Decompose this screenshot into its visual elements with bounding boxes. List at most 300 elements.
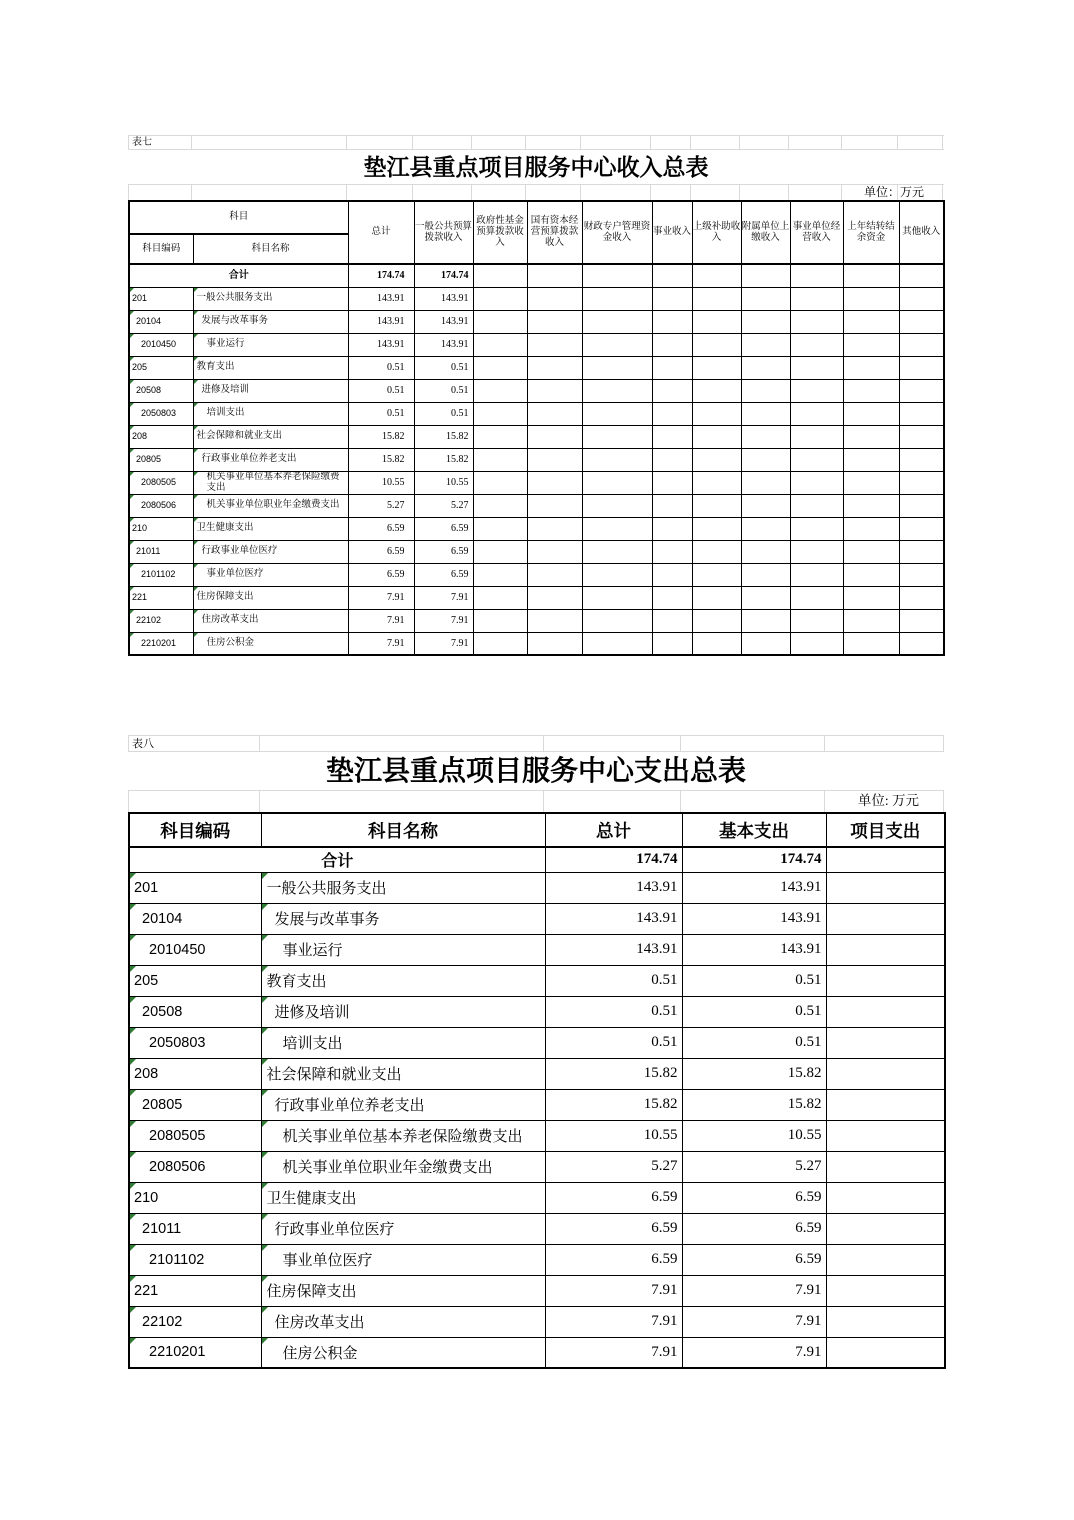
total-label: 合计 (129, 264, 348, 287)
table-row (129, 379, 944, 402)
empty-cell (741, 609, 790, 632)
empty-cell (473, 402, 527, 425)
total-value-cell: 143.91 (348, 287, 414, 310)
subject-name-cell: 卫生健康支出 (261, 1182, 545, 1213)
empty-cell (692, 425, 741, 448)
basic-expenditure-value-cell: 143.91 (682, 872, 826, 903)
empty-cell (527, 287, 582, 310)
general-budget-value-cell: 15.82 (414, 425, 473, 448)
empty-cell (899, 586, 944, 609)
empty-cell (790, 517, 843, 540)
empty-cell (741, 402, 790, 425)
empty-cell (790, 563, 843, 586)
empty-cell (899, 264, 944, 287)
empty-cell (843, 356, 899, 379)
empty-cell (582, 402, 652, 425)
table-row (129, 1058, 945, 1089)
total-value-cell: 7.91 (545, 1337, 682, 1368)
subject-code-cell: 22102 (129, 609, 193, 632)
empty-cell (582, 563, 652, 586)
empty-cell (790, 402, 843, 425)
empty-cell (582, 448, 652, 471)
empty-cell (582, 264, 652, 287)
empty-cell (692, 632, 741, 655)
total-value: 174.74 (348, 264, 414, 287)
empty-cell (741, 494, 790, 517)
table-row (129, 287, 944, 310)
total-value-cell: 5.27 (545, 1151, 682, 1182)
subject-code-cell: 2080506 (129, 1151, 261, 1182)
empty-cell (652, 356, 692, 379)
table-row (129, 494, 944, 517)
total-value-cell: 7.91 (348, 632, 414, 655)
empty-cell (692, 448, 741, 471)
total-value-cell: 10.55 (545, 1120, 682, 1151)
header-subject-code: 科目编码 (129, 813, 261, 847)
empty-cell (899, 517, 944, 540)
empty-cell (741, 632, 790, 655)
empty-cell (843, 540, 899, 563)
basic-expenditure-value-cell: 15.82 (682, 1058, 826, 1089)
subject-name-cell: 住房改革支出 (193, 609, 348, 632)
basic-expenditure-value-cell: 6.59 (682, 1244, 826, 1275)
empty-cell (741, 586, 790, 609)
unit-note: 单位：万元 (863, 185, 924, 199)
table-row (129, 586, 944, 609)
total-value-cell: 143.91 (545, 934, 682, 965)
general-budget-value-cell: 143.91 (414, 310, 473, 333)
table-row (129, 1151, 945, 1182)
empty-cell (652, 402, 692, 425)
total-value-cell: 15.82 (545, 1089, 682, 1120)
empty-cell (582, 356, 652, 379)
empty-cell (527, 540, 582, 563)
subject-name-cell: 教育支出 (261, 965, 545, 996)
empty-cell (790, 471, 843, 494)
subject-name-cell: 发展与改革事务 (261, 903, 545, 934)
table-row (129, 540, 944, 563)
subject-name-cell: 机关事业单位基本养老保险缴费支出 (193, 471, 348, 494)
empty-cell (652, 379, 692, 402)
general-budget-value-cell: 6.59 (414, 563, 473, 586)
empty-cell (843, 563, 899, 586)
table-row (129, 1337, 945, 1368)
general-budget-value: 174.74 (414, 264, 473, 287)
grid-cell (472, 185, 526, 200)
empty-cell (692, 609, 741, 632)
empty-cell (473, 310, 527, 333)
grid-cell (691, 136, 740, 150)
grid-cell (544, 791, 681, 812)
empty-cell (790, 448, 843, 471)
income-table-section (128, 135, 944, 656)
empty-cell (527, 494, 582, 517)
subject-code-cell: 208 (129, 1058, 261, 1089)
subject-name-cell: 发展与改革事务 (193, 310, 348, 333)
empty-cell (527, 517, 582, 540)
basic-expenditure-value-cell: 5.27 (682, 1151, 826, 1182)
total-value: 174.74 (545, 847, 682, 872)
empty-cell (692, 586, 741, 609)
empty-cell (790, 632, 843, 655)
table-row (129, 1120, 945, 1151)
empty-cell (527, 471, 582, 494)
general-budget-value-cell: 6.59 (414, 540, 473, 563)
table-row (129, 1089, 945, 1120)
subject-name-cell: 住房保障支出 (261, 1275, 545, 1306)
total-value-cell: 143.91 (348, 333, 414, 356)
grid-cell (842, 136, 898, 150)
basic-expenditure-value-cell: 0.51 (682, 1027, 826, 1058)
header-col-carryover-balance: 上年结转结余资金 (843, 201, 899, 264)
expenditure-table-section (128, 735, 944, 1369)
empty-cell (790, 586, 843, 609)
empty-cell (899, 448, 944, 471)
empty-cell (652, 609, 692, 632)
empty-cell (652, 632, 692, 655)
subject-code-cell: 2101102 (129, 1244, 261, 1275)
empty-cell (790, 425, 843, 448)
grid-cell (192, 185, 347, 200)
total-value-cell: 5.27 (348, 494, 414, 517)
empty-cell (826, 847, 945, 872)
grid-cell (413, 185, 472, 200)
grid-cell (740, 185, 789, 200)
basic-expenditure-value-cell: 143.91 (682, 934, 826, 965)
empty-cell (692, 563, 741, 586)
table-row (129, 872, 945, 903)
table-row (129, 563, 944, 586)
header-col-fiscal-special-account: 财政专户管理资金收入 (582, 201, 652, 264)
empty-cell (527, 586, 582, 609)
table-row (129, 356, 944, 379)
empty-cell (899, 333, 944, 356)
empty-cell (582, 379, 652, 402)
unit-note: 单位: 万元 (857, 793, 919, 808)
empty-cell (843, 586, 899, 609)
grid-cell (651, 185, 691, 200)
total-value-cell: 7.91 (545, 1275, 682, 1306)
subject-code-cell: 205 (129, 356, 193, 379)
total-value-cell: 6.59 (348, 517, 414, 540)
total-value-cell: 6.59 (545, 1213, 682, 1244)
grid-cell (789, 136, 842, 150)
empty-cell (582, 517, 652, 540)
table-row (129, 425, 944, 448)
empty-cell (473, 632, 527, 655)
total-value-cell: 7.91 (348, 586, 414, 609)
sheet-label: 表八 (128, 736, 260, 752)
empty-cell (899, 471, 944, 494)
header-col-basic-expenditure: 基本支出 (682, 813, 826, 847)
grid-cell (192, 136, 347, 150)
empty-cell (527, 563, 582, 586)
header-col-govt-fund-budget: 政府性基金预算拨款收入 (473, 201, 527, 264)
empty-cell (790, 379, 843, 402)
empty-cell (741, 517, 790, 540)
empty-cell (741, 448, 790, 471)
grid-cell (581, 185, 651, 200)
empty-cell (843, 632, 899, 655)
empty-cell (692, 379, 741, 402)
grid-cell (413, 136, 472, 150)
total-value-cell: 7.91 (545, 1306, 682, 1337)
unit-row (128, 791, 944, 812)
table-row (129, 1182, 945, 1213)
empty-cell (582, 471, 652, 494)
total-value-cell: 15.82 (348, 425, 414, 448)
empty-cell (826, 934, 945, 965)
total-value-cell: 15.82 (348, 448, 414, 471)
empty-cell (473, 379, 527, 402)
total-value-cell: 7.91 (348, 609, 414, 632)
empty-cell (843, 402, 899, 425)
header-col-state-capital-budget: 国有资本经营预算拨款收入 (527, 201, 582, 264)
general-budget-value-cell: 5.27 (414, 494, 473, 517)
total-value-cell: 6.59 (348, 540, 414, 563)
general-budget-value-cell: 143.91 (414, 287, 473, 310)
subject-name-cell: 行政事业单位医疗 (261, 1213, 545, 1244)
empty-cell (826, 1306, 945, 1337)
table-row (129, 632, 944, 655)
general-budget-value-cell: 0.51 (414, 402, 473, 425)
empty-cell (692, 540, 741, 563)
subject-code-cell: 2101102 (129, 563, 193, 586)
empty-cell (741, 379, 790, 402)
grid-cell (651, 136, 691, 150)
total-value-cell: 15.82 (545, 1058, 682, 1089)
table-row (129, 609, 944, 632)
subject-code-cell: 20805 (129, 1089, 261, 1120)
table-row (129, 471, 944, 494)
grid-cell (691, 185, 740, 200)
empty-cell (790, 356, 843, 379)
total-value-cell: 143.91 (545, 903, 682, 934)
empty-cell (899, 609, 944, 632)
empty-cell (826, 1120, 945, 1151)
subject-code-cell: 21011 (129, 540, 193, 563)
header-subject: 科目 (129, 201, 348, 234)
empty-cell (826, 1275, 945, 1306)
empty-cell (692, 287, 741, 310)
grid-cell (544, 736, 681, 752)
empty-cell (473, 586, 527, 609)
subject-name-cell: 事业单位医疗 (193, 563, 348, 586)
empty-cell (741, 310, 790, 333)
empty-cell (899, 540, 944, 563)
empty-cell (790, 609, 843, 632)
total-value-cell: 143.91 (348, 310, 414, 333)
empty-cell (741, 471, 790, 494)
total-value-cell: 6.59 (348, 563, 414, 586)
total-value-cell: 0.51 (545, 996, 682, 1027)
empty-cell (527, 356, 582, 379)
total-value-cell: 143.91 (545, 872, 682, 903)
empty-cell (843, 264, 899, 287)
subject-code-cell: 2010450 (129, 934, 261, 965)
empty-cell (652, 540, 692, 563)
basic-expenditure-value-cell: 6.59 (682, 1182, 826, 1213)
subject-name-cell: 机关事业单位职业年金缴费支出 (193, 494, 348, 517)
empty-cell (527, 310, 582, 333)
empty-cell (527, 448, 582, 471)
total-value-cell: 0.51 (348, 356, 414, 379)
empty-cell (741, 425, 790, 448)
empty-cell (826, 1027, 945, 1058)
header-col-business-operation: 事业单位经营收入 (790, 201, 843, 264)
empty-cell (843, 310, 899, 333)
subject-code-cell: 22102 (129, 1306, 261, 1337)
header-subject-name: 科目名称 (193, 234, 348, 264)
empty-cell (582, 310, 652, 333)
subject-code-cell: 221 (129, 586, 193, 609)
subject-code-cell: 201 (129, 872, 261, 903)
table-title: 垫江县重点项目服务中心支出总表 (128, 752, 944, 791)
subject-code-cell: 2210201 (129, 632, 193, 655)
empty-cell (843, 379, 899, 402)
empty-cell (899, 425, 944, 448)
empty-cell (527, 609, 582, 632)
table-title: 垫江县重点项目服务中心收入总表 (128, 150, 944, 185)
subject-name-cell: 培训支出 (193, 402, 348, 425)
subject-code-cell: 208 (129, 425, 193, 448)
empty-cell (527, 425, 582, 448)
total-value-cell: 0.51 (545, 965, 682, 996)
grid-cell (347, 185, 413, 200)
grid-cell (898, 136, 943, 150)
subject-code-cell: 210 (129, 517, 193, 540)
general-budget-value-cell: 7.91 (414, 609, 473, 632)
empty-cell (826, 1182, 945, 1213)
empty-cell (899, 379, 944, 402)
total-row (129, 264, 944, 287)
empty-cell (582, 632, 652, 655)
table-row (129, 1213, 945, 1244)
empty-cell (826, 903, 945, 934)
empty-cell (652, 425, 692, 448)
empty-cell (582, 540, 652, 563)
empty-cell (790, 287, 843, 310)
sheet-grid-row (128, 135, 944, 150)
subject-code-cell: 20805 (129, 448, 193, 471)
empty-cell (527, 379, 582, 402)
subject-name-cell: 社会保障和就业支出 (193, 425, 348, 448)
header-subject-code: 科目编码 (129, 234, 193, 264)
subject-code-cell: 20104 (129, 903, 261, 934)
empty-cell (843, 287, 899, 310)
empty-cell (741, 540, 790, 563)
grid-cell (825, 736, 944, 752)
empty-cell (899, 632, 944, 655)
basic-expenditure-value-cell: 7.91 (682, 1275, 826, 1306)
empty-cell (741, 264, 790, 287)
subject-name-cell: 住房公积金 (261, 1337, 545, 1368)
empty-cell (652, 586, 692, 609)
subject-name-cell: 行政事业单位养老支出 (193, 448, 348, 471)
subject-code-cell: 201 (129, 287, 193, 310)
subject-name-cell: 住房改革支出 (261, 1306, 545, 1337)
subject-name-cell: 住房公积金 (193, 632, 348, 655)
subject-name-cell: 一般公共服务支出 (193, 287, 348, 310)
empty-cell (582, 586, 652, 609)
empty-cell (899, 402, 944, 425)
table-row (129, 517, 944, 540)
header-col-affiliated-remit: 附属单位上缴收入 (741, 201, 790, 264)
grid-cell (526, 136, 581, 150)
empty-cell (473, 333, 527, 356)
header-col-total: 总计 (545, 813, 682, 847)
grid-cell (472, 136, 526, 150)
general-budget-value-cell: 143.91 (414, 333, 473, 356)
subject-name-cell: 机关事业单位职业年金缴费支出 (261, 1151, 545, 1182)
total-label: 合计 (129, 847, 545, 872)
general-budget-value-cell: 7.91 (414, 632, 473, 655)
empty-cell (899, 356, 944, 379)
table-row (129, 448, 944, 471)
grid-cell (260, 736, 544, 752)
empty-cell (899, 563, 944, 586)
table-row (129, 996, 945, 1027)
table-row (129, 1244, 945, 1275)
header-subject-name: 科目名称 (261, 813, 545, 847)
empty-cell (652, 563, 692, 586)
subject-code-cell: 2050803 (129, 1027, 261, 1058)
empty-cell (652, 494, 692, 517)
subject-name-cell: 行政事业单位医疗 (193, 540, 348, 563)
header-col-total: 总计 (348, 201, 414, 264)
table-row (129, 310, 944, 333)
basic-expenditure-value-cell: 0.51 (682, 996, 826, 1027)
empty-cell (473, 517, 527, 540)
grid-cell (789, 185, 842, 200)
total-value-cell: 0.51 (545, 1027, 682, 1058)
subject-code-cell: 221 (129, 1275, 261, 1306)
empty-cell (741, 333, 790, 356)
empty-cell (790, 264, 843, 287)
empty-cell (582, 333, 652, 356)
empty-cell (473, 448, 527, 471)
total-value-cell: 0.51 (348, 379, 414, 402)
subject-name-cell: 一般公共服务支出 (261, 872, 545, 903)
empty-cell (527, 402, 582, 425)
general-budget-value-cell: 0.51 (414, 379, 473, 402)
total-value-cell: 0.51 (348, 402, 414, 425)
grid-cell (526, 185, 581, 200)
grid-cell (128, 791, 260, 812)
basic-expenditure-value-cell: 10.55 (682, 1120, 826, 1151)
empty-cell (652, 333, 692, 356)
empty-cell (790, 333, 843, 356)
empty-cell (473, 563, 527, 586)
basic-expenditure-value-cell: 7.91 (682, 1337, 826, 1368)
empty-cell (473, 540, 527, 563)
empty-cell (473, 494, 527, 517)
general-budget-value-cell: 6.59 (414, 517, 473, 540)
empty-cell (473, 425, 527, 448)
grid-cell (128, 185, 192, 200)
empty-cell (843, 609, 899, 632)
subject-name-cell: 事业运行 (193, 333, 348, 356)
grid-cell (681, 736, 825, 752)
subject-name-cell: 进修及培训 (261, 996, 545, 1027)
subject-code-cell: 2050803 (129, 402, 193, 425)
grid-cell (260, 791, 544, 812)
basic-expenditure-value-cell: 143.91 (682, 903, 826, 934)
empty-cell (652, 310, 692, 333)
grid-cell (347, 136, 413, 150)
empty-cell (582, 494, 652, 517)
sheet-grid-row (128, 735, 944, 752)
